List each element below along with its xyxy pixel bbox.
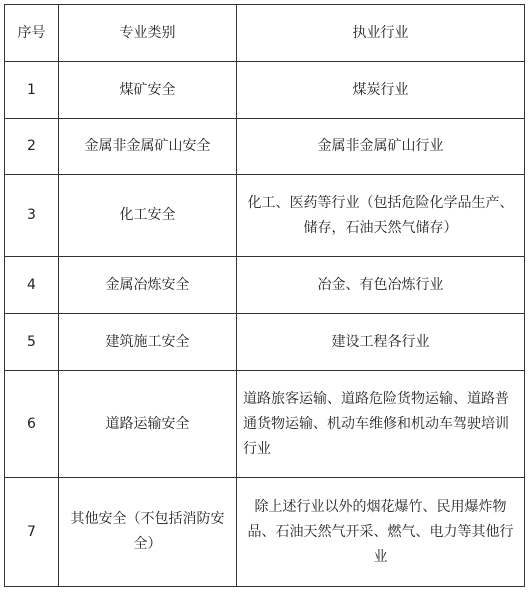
row-industry: 金属非金属矿山行业 <box>237 119 525 175</box>
header-row <box>5 5 525 62</box>
header-industry: 执业行业 <box>237 5 525 62</box>
row-index: 6 <box>5 371 59 478</box>
row-index: 5 <box>5 314 59 371</box>
table-row <box>5 119 525 175</box>
row-category: 煤矿安全 <box>59 62 237 119</box>
table-row <box>5 478 525 587</box>
table-row <box>5 371 525 478</box>
row-index: 2 <box>5 119 59 175</box>
table-row <box>5 175 525 257</box>
table-row <box>5 314 525 371</box>
row-category: 金属非金属矿山安全 <box>59 119 237 175</box>
industry-category-table <box>4 4 525 587</box>
row-category: 建筑施工安全 <box>59 314 237 371</box>
row-index: 1 <box>5 62 59 119</box>
row-industry: 煤炭行业 <box>237 62 525 119</box>
row-industry: 道路旅客运输、道路危险货物运输、道路普通货物运输、机动车维修和机动车驾驶培训行业 <box>237 371 525 478</box>
row-category: 金属冶炼安全 <box>59 257 237 314</box>
row-index: 3 <box>5 175 59 257</box>
header-category: 专业类别 <box>59 5 237 62</box>
row-index: 4 <box>5 257 59 314</box>
row-category: 化工安全 <box>59 175 237 257</box>
row-category: 其他安全（不包括消防安全） <box>59 478 237 587</box>
row-industry: 冶金、有色冶炼行业 <box>237 257 525 314</box>
table-row <box>5 62 525 119</box>
row-index: 7 <box>5 478 59 587</box>
row-industry: 建设工程各行业 <box>237 314 525 371</box>
table-row <box>5 257 525 314</box>
row-industry: 除上述行业以外的烟花爆竹、民用爆炸物品、石油天然气开采、燃气、电力等其他行业 <box>237 478 525 587</box>
row-industry: 化工、医药等行业（包括危险化学品生产、储存，石油天然气储存） <box>237 175 525 257</box>
header-index: 序号 <box>5 5 59 62</box>
row-category: 道路运输安全 <box>59 371 237 478</box>
